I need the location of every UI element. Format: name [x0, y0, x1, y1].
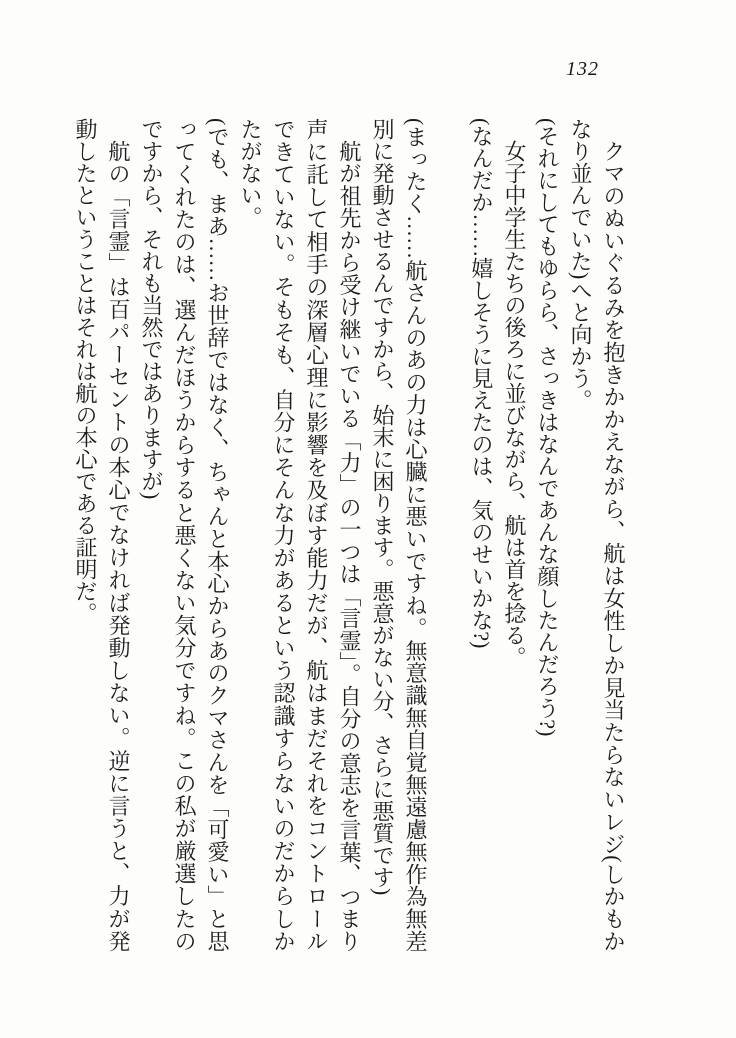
paragraph-6: 航が祖先から受け継いでいる「力」の一つは「言霊」。自分の意志を言葉、つまり声に託して相手の深層心理に影響を及ぼす能力だが、航はまだそれをコントロールできていない。そもそも、自分にそんな力があるという認識すらないのだからしかたがない。	[238, 118, 362, 952]
novel-text-block	[66, 118, 630, 952]
paragraph-1: クマのぬいぐるみを抱きかかえながら、航は女性しか見当たらないレジ(しかもかなり並んでいた)へと向かう。	[568, 118, 626, 952]
paragraph-7-inner-monologue: (でも、まあ……お世辞ではなく、ちゃんと本心からあのクマさんを「可愛い」と思ってくれたのは、選んだほうからすると悪くない気分ですね。この私が厳選したのですから、それも当然ではありますが)	[139, 118, 230, 952]
paragraph-8: 航の「言霊」は百パーセントの本心でなければ発動しない。逆に言うと、力が発動したということはそれは航の本心である証明だ。	[73, 118, 131, 952]
page-number: 132	[566, 58, 599, 80]
paragraph-3: 女子中学生たちの後ろに並びながら、航は首を捻る。	[502, 140, 527, 668]
paragraph-4-inner-monologue: (なんだか……嬉しそうに見えたのは、気のせいかな?)	[469, 118, 494, 649]
paragraph-5-inner-monologue: (まったく……航さんのあの力は心臓に悪いですね。無意識無自覚無遠慮無作為無差別に発動させるんですから、始末に困ります。悪意がない分、さらに悪質です)	[370, 118, 428, 952]
paragraph-2-inner-monologue: (それにしてもゆらら、さっきはなんであんな顔したんだろう?)	[535, 118, 560, 737]
